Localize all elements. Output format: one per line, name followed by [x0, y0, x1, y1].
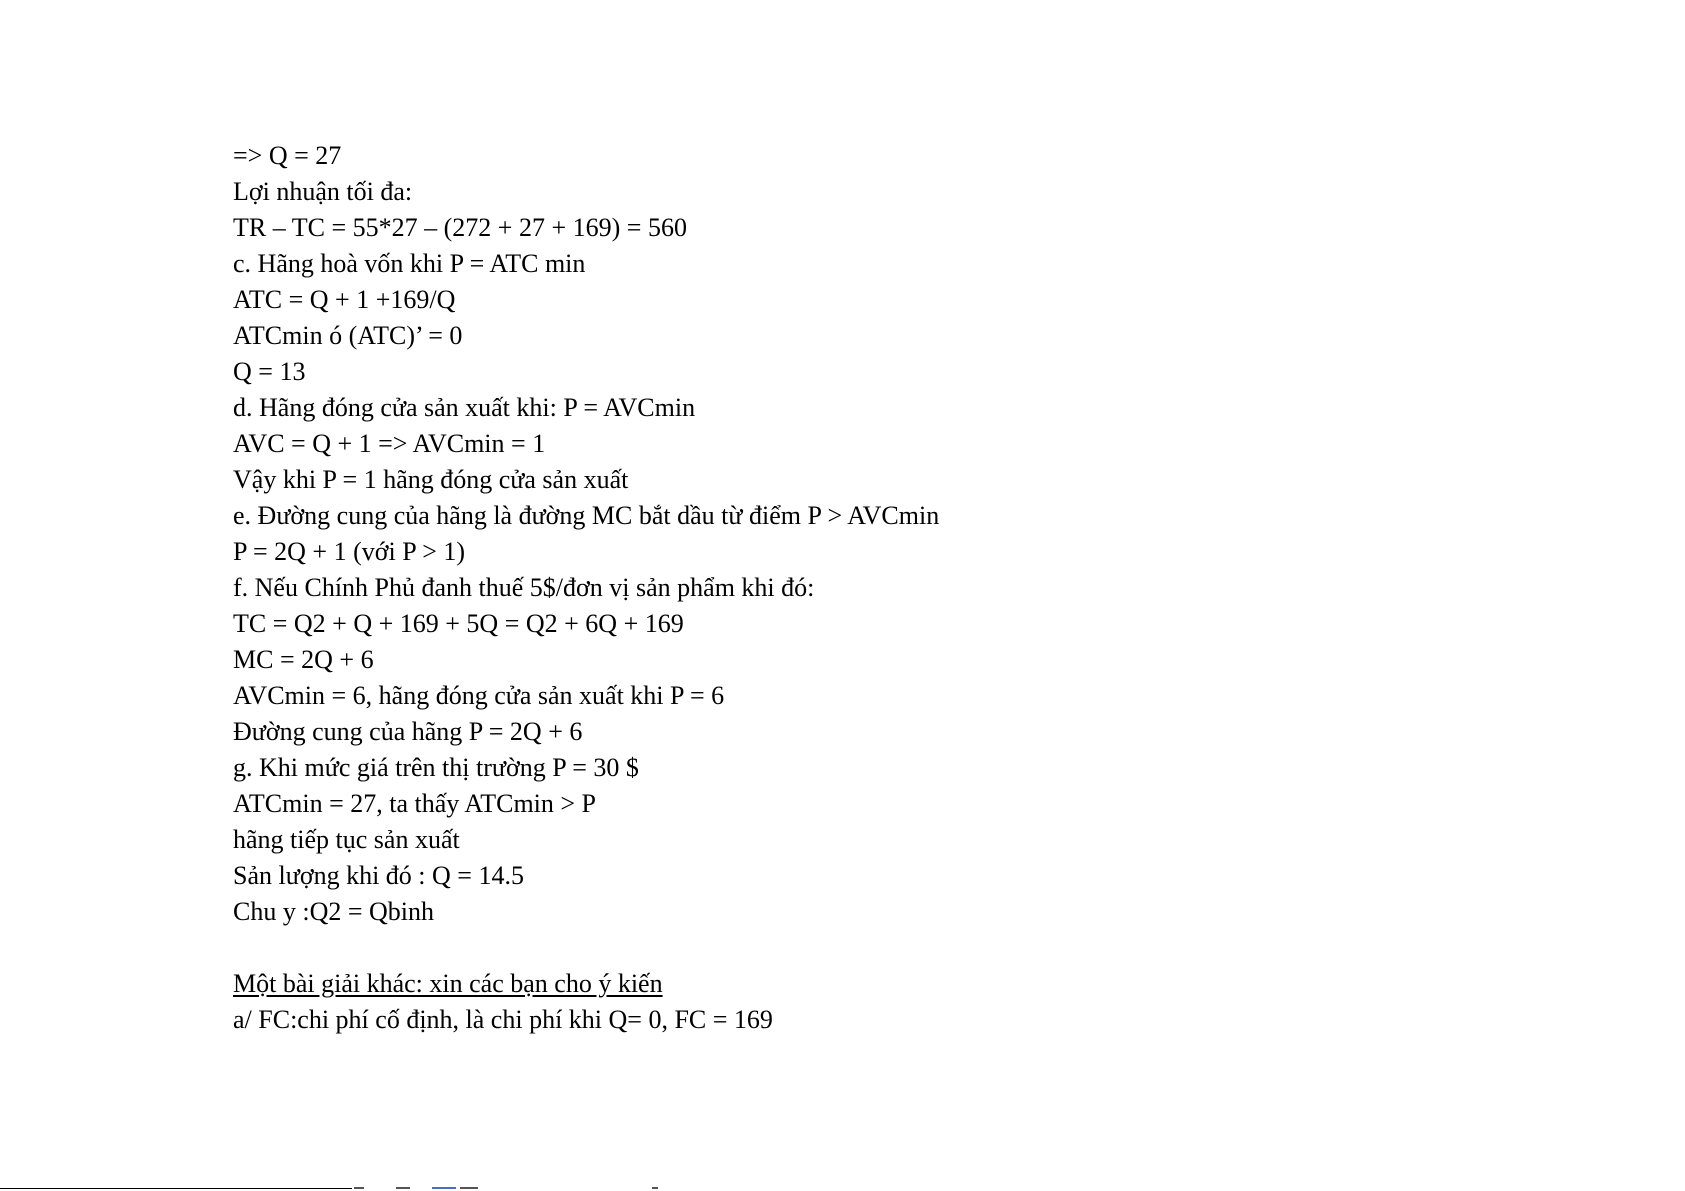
text-line-section-g: g. Khi mức giá trên thị trường P = 30 $	[233, 753, 639, 782]
text-line-note: Chu y :Q2 = Qbinh	[233, 897, 435, 926]
text-line-profit-calculation: TR – TC = 55*27 – (272 + 27 + 169) = 560	[233, 213, 687, 242]
text-line-avcmin-with-tax: AVCmin = 6, hãng đóng cửa sản xuất khi P = 6	[233, 681, 725, 710]
text-line-tc-with-tax: TC = Q2 + Q + 169 + 5Q = Q2 + 6Q + 169	[233, 609, 684, 638]
text-line-output-quantity: Sản lượng khi đó : Q = 14.5	[233, 861, 524, 890]
text-line-q-equals-27: => Q = 27	[233, 141, 342, 170]
blank-line	[233, 930, 1533, 966]
text-line-mc-with-tax: MC = 2Q + 6	[233, 645, 374, 674]
alt-solution-heading: Một bài giải khác: xin các bạn cho ý kiến	[233, 969, 663, 998]
text-line-continue-production: hãng tiếp tục sản xuất	[233, 825, 460, 854]
page-bottom-rule	[0, 1188, 352, 1189]
text-line-section-f: f. Nếu Chính Phủ đanh thuế 5$/đơn vị sản phẩm khi đó:	[233, 573, 815, 602]
text-line-q-equals-13: Q = 13	[233, 357, 306, 386]
text-line-section-c: c. Hãng hoà vốn khi P = ATC min	[233, 249, 586, 278]
text-line-supply-curve-with-tax: Đường cung của hãng P = 2Q + 6	[233, 717, 583, 746]
text-line-section-d: d. Hãng đóng cửa sản xuất khi: P = AVCmin	[233, 393, 696, 422]
alt-solution-first-line: a/ FC:chi phí cố định, là chi phí khi Q= 0, FC = 169	[233, 1005, 773, 1034]
text-line-supply-curve-formula: P = 2Q + 1 (với P > 1)	[233, 537, 466, 566]
text-line-atc-formula: ATC = Q + 1 +169/Q	[233, 285, 456, 314]
text-line-avc-formula: AVC = Q + 1 => AVCmin = 1	[233, 429, 546, 458]
text-line-shutdown-conclusion: Vậy khi P = 1 hãng đóng cửa sản xuất	[233, 465, 629, 494]
text-line-atc-min-condition: ATCmin ó (ATC)’ = 0	[233, 321, 463, 350]
text-line-atcmin-comparison: ATCmin = 27, ta thấy ATCmin > P	[233, 789, 597, 818]
document-body	[233, 138, 1533, 1038]
page-bottom-cut-text	[352, 1187, 712, 1191]
text-line-max-profit-label: Lợi nhuận tối đa:	[233, 177, 413, 206]
text-line-section-e: e. Đường cung của hãng là đường MC bắt dầu từ điểm P > AVCmin	[233, 501, 940, 530]
